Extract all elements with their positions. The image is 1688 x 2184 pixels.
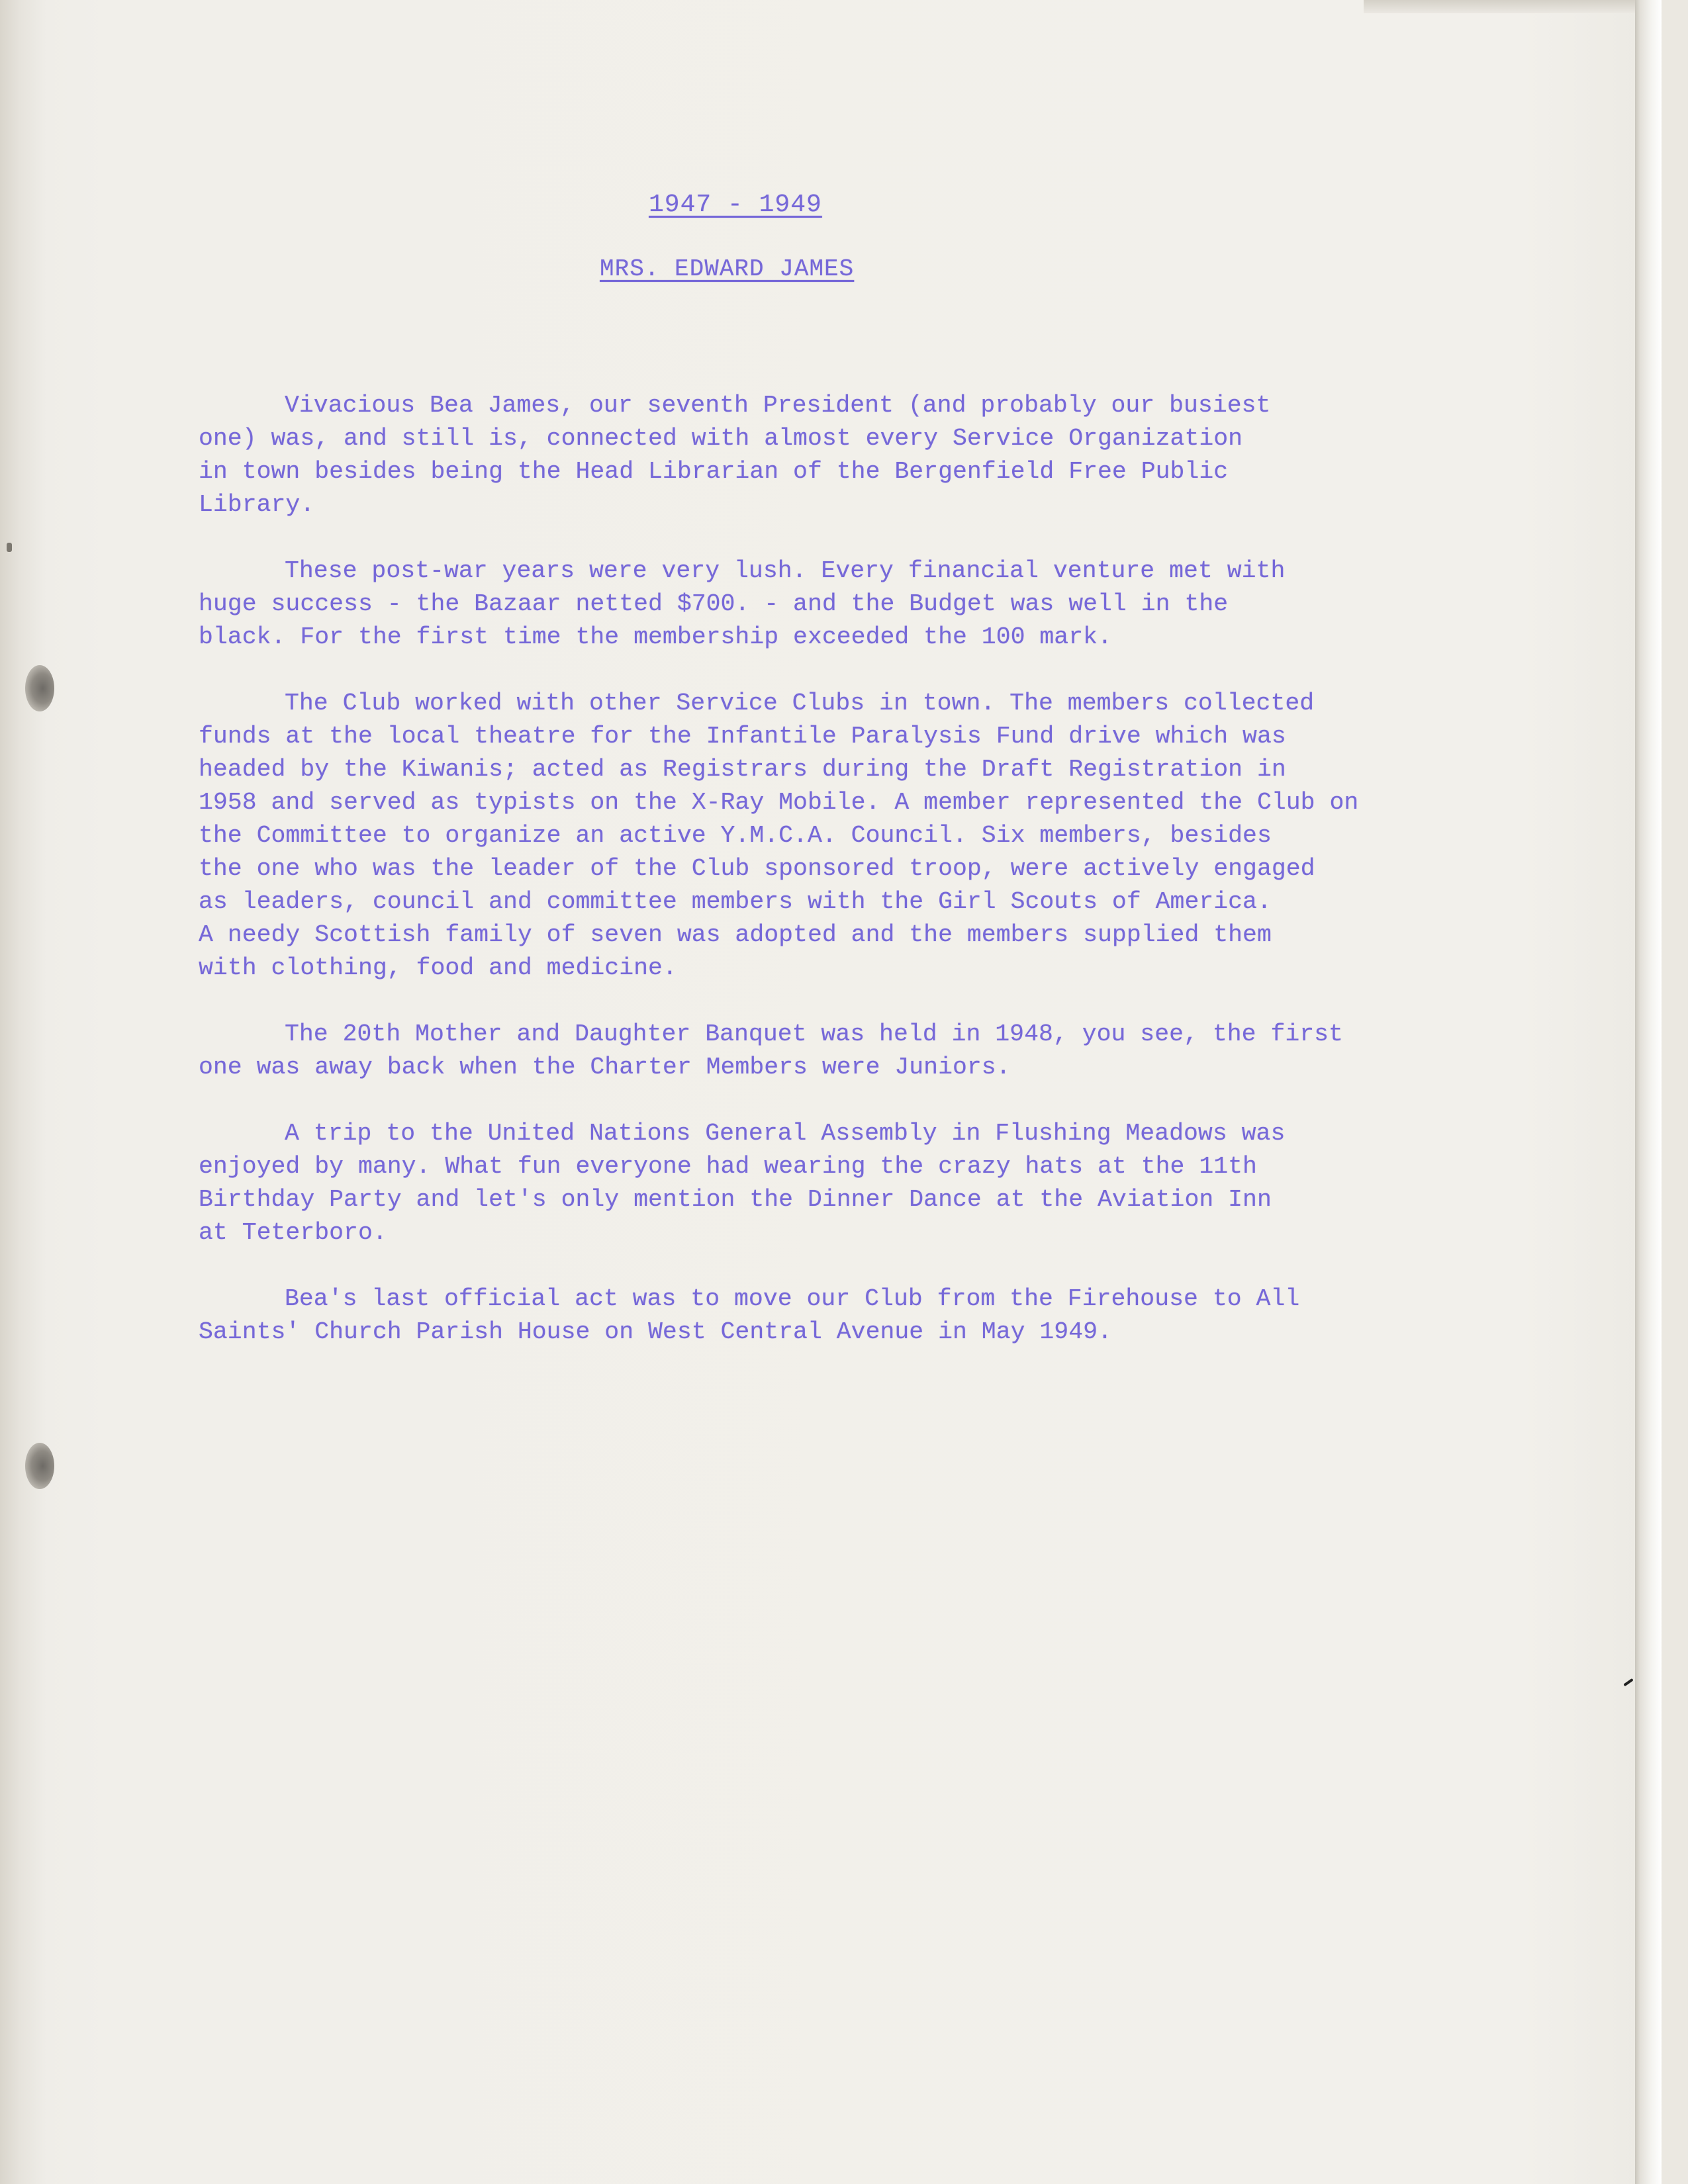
text-line: black. For the first time the membership exceeded the 100 mark. [199,623,1112,651]
paragraph-2 [199,555,1562,654]
text-line: A trip to the United Nations General Assembly in Flushing Meadows was [285,1120,1286,1147]
page-right-edge [1635,0,1662,2184]
text-line: one was away back when the Charter Members were Juniors. [199,1054,1011,1081]
text-line: huge success - the Bazaar netted $700. - and the Budget was well in the [199,590,1229,617]
text-line: the Committee to organize an active Y.M.C.A. Council. Six members, besides [199,822,1272,849]
text-line: The 20th Mother and Daughter Banquet was held in 1948, you see, the first [285,1021,1343,1048]
text-line: in town besides being the Head Librarian of the Bergenfield Free Public [199,458,1229,485]
page-top-edge [1364,0,1662,13]
text-line: funds at the local theatre for the Infantile Paralysis Fund drive which was [199,723,1286,750]
edge-mark [7,543,12,552]
text-line: with clothing, food and medicine. [199,954,677,981]
text-line: at Teterboro. [199,1219,387,1246]
stray-pen-mark [1623,1678,1633,1686]
text-line: Library. [199,491,315,518]
paragraph-5 [199,1117,1562,1250]
text-line: enjoyed by many. What fun everyone had wearing the crazy hats at the 11th [199,1153,1257,1180]
binder-hole-bottom [25,1443,54,1489]
text-line: A needy Scottish family of seven was adopted and the members supplied them [199,921,1272,948]
text-line: as leaders, council and committee members with the Girl Scouts of America. [199,888,1272,915]
text-line: the one who was the leader of the Club sponsored troop, were actively engaged [199,855,1315,882]
text-line: Vivacious Bea James, our seventh President (and probably our busiest [285,392,1271,419]
text-line: Bea's last official act was to move our Club from the Firehouse to All [285,1285,1300,1312]
text-line: The Club worked with other Service Clubs in town. The members collected [285,690,1315,717]
heading-years: 1947 - 1949 [649,191,822,219]
heading-name: MRS. EDWARD JAMES [600,255,855,283]
text-line: one) was, and still is, connected with almost every Service Organization [199,425,1243,452]
paragraph-6 [199,1283,1562,1349]
text-line: Birthday Party and let's only mention the Dinner Dance at the Aviation Inn [199,1186,1272,1213]
paragraph-3 [199,687,1562,985]
text-line: 1958 and served as typists on the X-Ray Mobile. A member represented the Club on [199,789,1359,816]
text-line: Saints' Church Parish House on West Central Avenue in May 1949. [199,1318,1112,1345]
paragraph-1 [199,389,1562,522]
document-body [199,389,1562,1382]
binder-hole-top [25,665,54,711]
text-line: These post-war years were very lush. Every financial venture met with [285,557,1286,584]
paragraph-4 [199,1018,1562,1084]
text-line: headed by the Kiwanis; acted as Registrars during the Draft Registration in [199,756,1286,783]
